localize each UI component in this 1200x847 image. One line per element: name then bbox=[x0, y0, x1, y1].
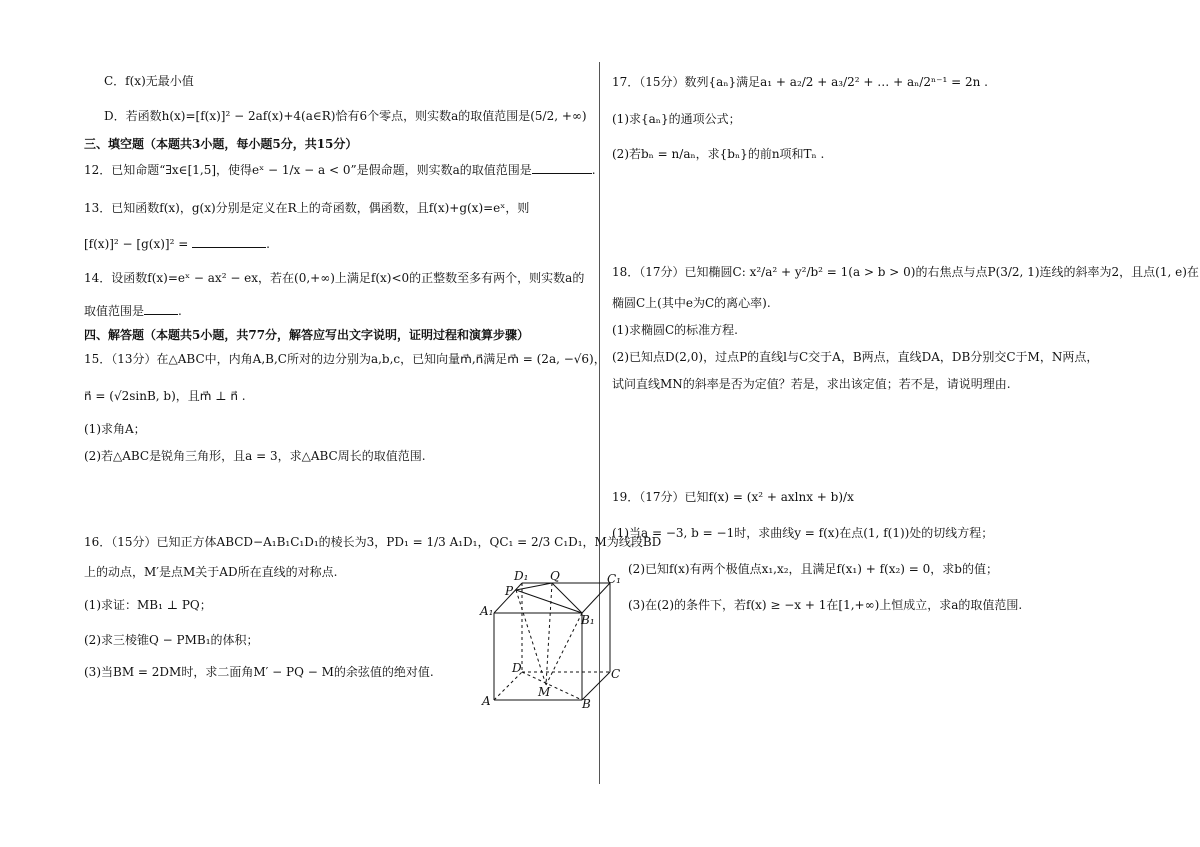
edge-b1-c1 bbox=[582, 583, 610, 613]
answer-blank-14 bbox=[144, 302, 178, 315]
label-d: D bbox=[512, 661, 522, 675]
question-17-part1: (1)求{aₙ}的通项公式； bbox=[612, 112, 741, 126]
label-c: C bbox=[611, 667, 621, 681]
question-15-line2: n⃗ = (√2sinB, b)，且m⃗ ⊥ n⃗ . bbox=[84, 389, 246, 403]
section-four-heading: 四、解答题（本题共5小题，共77分，解答应写出文字说明，证明过程和演算步骤） bbox=[84, 328, 530, 342]
label-m: M bbox=[538, 685, 551, 699]
label-b1: B₁ bbox=[581, 613, 595, 627]
question-19-line1: 19．（17分）已知f(x) = (x² + axlnx + b)/x bbox=[612, 490, 854, 504]
question-17-line1: 17．（15分）数列{aₙ}满足a₁ + a₂/2 + a₃/2² + … + aₙ/2ⁿ⁻¹ = 2n . bbox=[612, 75, 988, 89]
label-p: P bbox=[505, 584, 514, 598]
question-15-part1: (1)求角A； bbox=[84, 422, 146, 436]
question-13-end: . bbox=[266, 237, 270, 251]
answer-blank-12 bbox=[532, 161, 592, 174]
question-13-line2 bbox=[84, 235, 270, 253]
label-q: Q bbox=[550, 569, 560, 583]
question-16-part2: (2)求三棱锥Q − PMB₁的体积； bbox=[84, 633, 259, 647]
question-16-line1: 16．（15分）已知正方体ABCD−A₁B₁C₁D₁的棱长为3，PD₁ = 1/3 A₁D₁，QC₁ = 2/3 C₁D₁，M为线段BD bbox=[84, 535, 662, 549]
question-19-part1: (1)当a = −3, b = −1时，求曲线y = f(x)在点(1, f(1))处的切线方程； bbox=[612, 526, 994, 540]
question-13-line1: 13．已知函数f(x)，g(x)分别是定义在R上的奇函数，偶函数，且f(x)+g(x)=eˣ，则 bbox=[84, 201, 530, 215]
label-d1: D₁ bbox=[514, 569, 529, 583]
question-12 bbox=[84, 161, 596, 179]
segment-b1-m bbox=[546, 613, 582, 685]
section-three-heading: 三、填空题（本题共3小题，每小题5分，共15分） bbox=[84, 137, 358, 151]
question-17-part2: (2)若bₙ = n/aₙ，求{bₙ}的前n项和Tₙ . bbox=[612, 147, 825, 161]
question-19-part2: (2)已知f(x)有两个极值点x₁,x₂，且满足f(x₁) + f(x₂) = 0，求b的值； bbox=[628, 562, 998, 576]
edge-d-b-hidden bbox=[522, 672, 582, 700]
label-b: B bbox=[582, 697, 591, 711]
question-15-line1: 15．（13分）在△ABC中，内角A,B,C所对的边分别为a,b,c，已知向量m⃗,n⃗满足m⃗ = (2a, −√6)， bbox=[84, 352, 606, 366]
answer-blank-13 bbox=[192, 235, 266, 248]
label-a: A bbox=[482, 694, 491, 708]
question-18-line1: 18．（17分）已知椭圆C: x²/a² + y²/b² = 1(a > b > 0)的右焦点与点P(3/2, 1)连线的斜率为2，且点(1, e)在 bbox=[612, 265, 1199, 279]
q11-option-c: C．f(x)无最小值 bbox=[104, 74, 194, 88]
question-19-part3: (3)在(2)的条件下，若f(x) ≥ −x + 1在[1,+∞)上恒成立，求a的取值范围. bbox=[628, 598, 1023, 612]
question-14-text: 取值范围是 bbox=[84, 304, 145, 318]
edge-a-d-hidden bbox=[494, 672, 522, 700]
segment-q-m bbox=[546, 583, 552, 685]
question-16-line2: 上的动点，M′是点M关于AD所在直线的对称点. bbox=[84, 565, 338, 579]
question-16-part1: (1)求证：MB₁ ⊥ PQ； bbox=[84, 598, 212, 612]
question-15-part2: (2)若△ABC是锐角三角形，且a = 3，求△ABC周长的取值范围. bbox=[84, 449, 426, 463]
segment-q-b1 bbox=[552, 583, 582, 613]
edge-b-c bbox=[582, 672, 610, 700]
question-12-end: . bbox=[591, 163, 596, 177]
segment-p-b1 bbox=[516, 590, 582, 613]
question-18-part2: (2)已知点D(2,0)，过点P的直线l与C交于A，B两点，直线DA，DB分别交C于M，N两点， bbox=[612, 350, 1099, 364]
question-12-text: 12．已知命题“∃x∈[1,5]，使得eˣ − 1/x − a < 0”是假命题，则实数a的取值范围是 bbox=[84, 163, 532, 177]
label-c1: C₁ bbox=[607, 572, 621, 586]
question-16-part3: (3)当BM = 2DM时，求二面角M′ − PQ − M的余弦值的绝对值. bbox=[84, 665, 434, 679]
question-18-part1: (1)求椭圆C的标准方程. bbox=[612, 323, 738, 337]
question-14-line2 bbox=[84, 302, 182, 320]
question-18-part2-cont: 试问直线MN的斜率是否为定值？若是，求出该定值；若不是，请说明理由. bbox=[612, 377, 1011, 391]
question-14-end: . bbox=[178, 304, 182, 318]
q11-option-d: D．若函数h(x)=[f(x)]² − 2af(x)+4(a∈R)恰有6个零点，则实数a的取值范围是(5/2, +∞) bbox=[104, 109, 587, 123]
question-18-line2: 椭圆C上(其中e为C的离心率). bbox=[612, 296, 771, 310]
question-13-expression: [f(x)]² − [g(x)]² = bbox=[84, 237, 189, 251]
cube-figure bbox=[476, 568, 626, 713]
question-14-line1: 14．设函数f(x)=eˣ − ax² − ex，若在(0,+∞)上满足f(x)<0的正整数至多有两个，则实数a的 bbox=[84, 271, 585, 285]
label-a1: A₁ bbox=[480, 604, 494, 618]
